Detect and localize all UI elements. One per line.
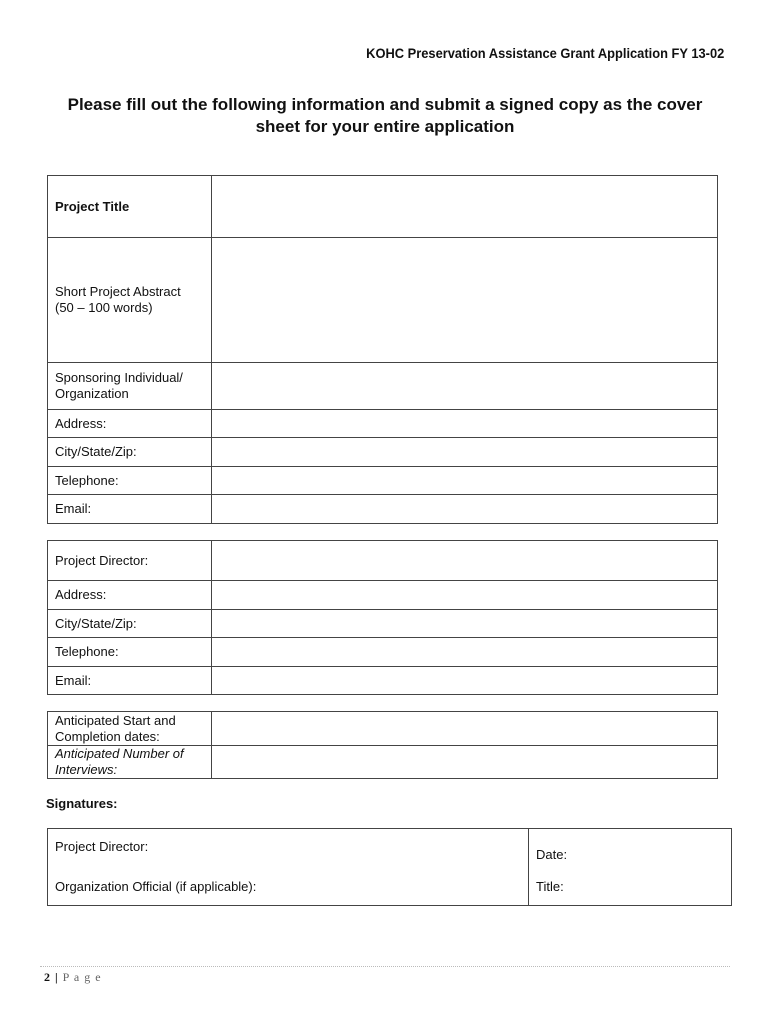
abstract-label-line-2: (50 – 100 words) <box>55 300 153 315</box>
director-city-field[interactable] <box>212 610 718 638</box>
page-footer <box>44 970 102 985</box>
interviews-label <box>48 746 212 779</box>
title-label: Title: <box>536 878 564 894</box>
sponsor-email-field[interactable] <box>212 495 718 524</box>
interviews-label-line-2: Interviews: <box>55 762 118 777</box>
interviews-field[interactable] <box>212 746 718 779</box>
footer-divider <box>40 966 730 967</box>
signatures-heading: Signatures: <box>46 796 118 811</box>
abstract-field[interactable] <box>212 238 718 363</box>
director-field[interactable] <box>212 541 718 581</box>
project-title-field[interactable] <box>212 176 718 238</box>
title-line-1: Please fill out the following information and submit a signed copy as the cover <box>67 95 703 114</box>
director-info-table <box>47 540 718 695</box>
director-address-field[interactable] <box>212 581 718 610</box>
sponsor-city-label: City/State/Zip: <box>48 438 212 467</box>
footer-separator: | <box>55 970 59 984</box>
sponsor-address-label: Address: <box>48 410 212 438</box>
sponsor-label-line-1: Sponsoring Individual/ <box>55 370 183 385</box>
sponsor-telephone-field[interactable] <box>212 467 718 495</box>
director-address-label: Address: <box>48 581 212 610</box>
title-line-2: sheet for your entire application <box>255 117 515 136</box>
project-title-label: Project Title <box>48 176 212 238</box>
dates-label-line-2: Completion dates: <box>55 728 160 744</box>
official-signature-field[interactable] <box>48 867 529 906</box>
document-header: KOHC Preservation Assistance Grant Application FY 13-02 <box>365 45 724 61</box>
director-signature-label: Project Director: <box>55 839 149 854</box>
sponsor-label-line-2: Organization <box>55 386 129 401</box>
director-city-label: City/State/Zip: <box>48 610 212 638</box>
director-signature-field[interactable] <box>48 829 529 868</box>
interviews-label-line-1: Anticipated Number of <box>55 746 184 761</box>
abstract-label <box>48 238 212 363</box>
dates-field[interactable] <box>212 712 718 746</box>
sponsor-city-field[interactable] <box>212 438 718 467</box>
sponsor-field[interactable] <box>212 363 718 410</box>
director-telephone-field[interactable] <box>212 638 718 667</box>
director-email-field[interactable] <box>212 667 718 695</box>
sponsor-telephone-label: Telephone: <box>48 467 212 495</box>
date-label: Date: <box>536 847 568 862</box>
signatures-table <box>47 828 732 906</box>
director-label: Project Director: <box>48 541 212 581</box>
director-telephone-label: Telephone: <box>48 638 212 667</box>
sponsor-address-field[interactable] <box>212 410 718 438</box>
dates-label-line-1: Anticipated Start and <box>55 712 176 728</box>
sponsor-label <box>48 363 212 410</box>
official-signature-label: Organization Official (if applicable): <box>55 878 257 894</box>
dates-label <box>48 712 212 746</box>
page-number: 2 <box>44 970 51 984</box>
date-field[interactable] <box>529 829 732 868</box>
sponsor-info-table <box>47 175 718 524</box>
abstract-label-line-1: Short Project Abstract <box>55 284 181 299</box>
director-email-label: Email: <box>48 667 212 695</box>
page-title <box>40 94 730 138</box>
page-word: P a g e <box>62 970 102 984</box>
title-field[interactable] <box>529 867 732 906</box>
sponsor-email-label: Email: <box>48 495 212 524</box>
schedule-table <box>47 711 718 779</box>
